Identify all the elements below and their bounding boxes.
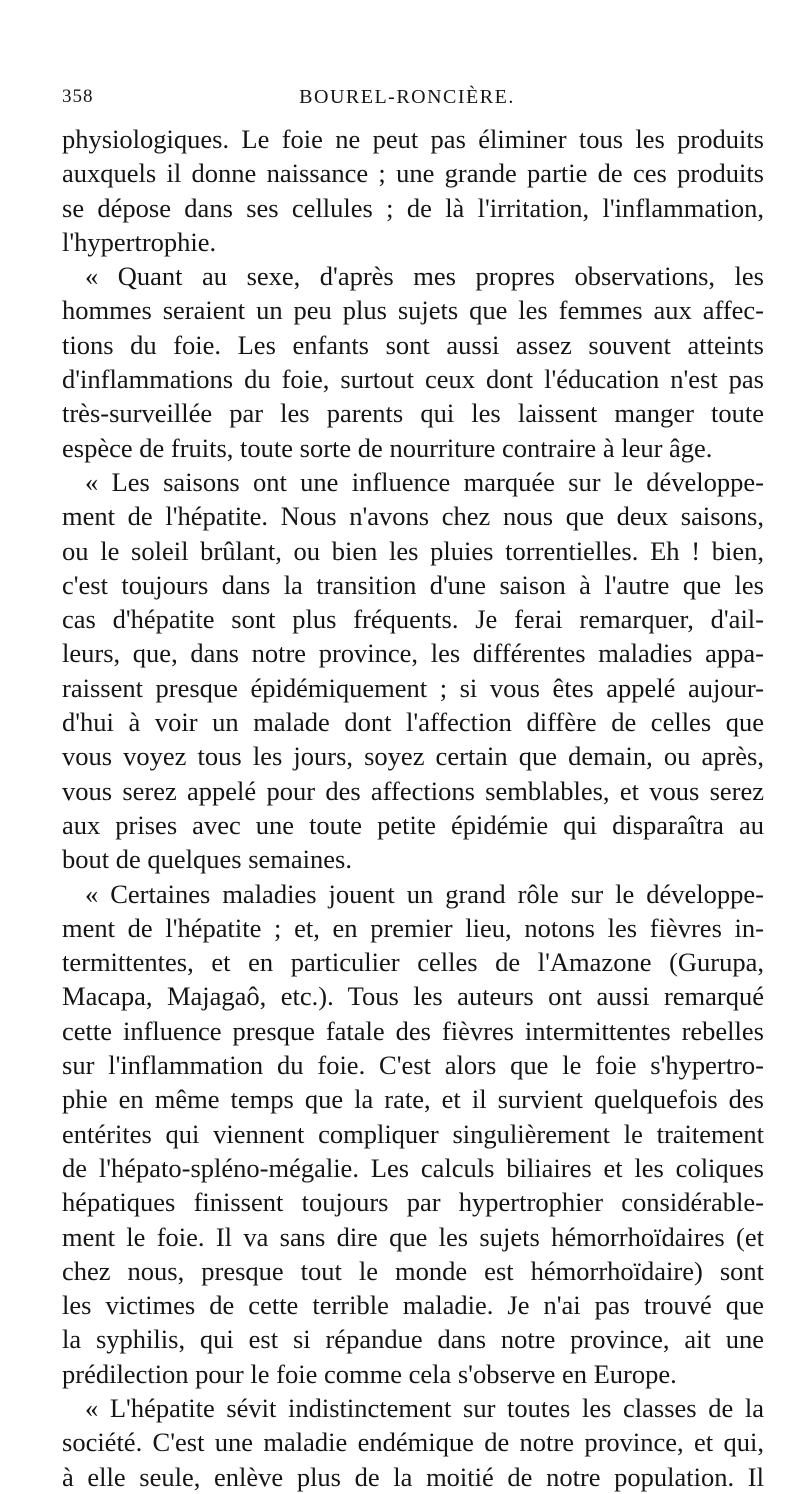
text-line: auxquels il donne naissance ; une grande partie de ces produits xyxy=(62,158,764,189)
text-line: bout de quelques semaines. xyxy=(62,844,352,875)
text-line: phie en même temps que la rate, et il survient quelquefois des xyxy=(62,1084,764,1115)
text-line: ment de l'hépatite ; et, en premier lieu, notons les fièvres in- xyxy=(62,912,764,943)
text-line: les victimes de cette terrible maladie. Je n'ai pas trouvé que xyxy=(62,1290,764,1321)
text-line: chez nous, presque tout le monde est hémorrhoïdaire) sont xyxy=(62,1255,764,1286)
text-line: très-surveillée par les parents qui les laissent manger toute xyxy=(62,398,764,429)
text-line: de l'hépato-spléno-mégalie. Les calculs biliaires et les coliques xyxy=(62,1152,764,1183)
page-number: 358 xyxy=(62,86,94,107)
paragraph-sexe xyxy=(62,259,764,465)
text-line: c'est toujours dans la transition d'une saison à l'autre que les xyxy=(62,569,764,600)
text-line: vous serez appelé pour des affections semblables, et vous serez xyxy=(62,775,764,806)
text-body xyxy=(62,122,764,1494)
text-line: cas d'hépatite sont plus fréquents. Je ferai remarquer, d'ail- xyxy=(62,604,764,635)
text-line: « L'hépatite sévit indistinctement sur toutes les classes de la xyxy=(85,1392,764,1423)
text-line: d'hui à voir un malade dont l'affection diffère de celles que xyxy=(62,707,764,738)
text-line: ment de l'hépatite. Nous n'avons chez nous que deux saisons, xyxy=(62,501,764,532)
paragraph-continuation xyxy=(62,122,764,259)
text-line: « Certaines maladies jouent un grand rôle sur le développe- xyxy=(85,878,764,909)
page-header xyxy=(62,86,752,116)
text-line: prédilection pour le foie comme cela s'observe en Europe. xyxy=(62,1358,677,1389)
text-line: d'inflammations du foie, surtout ceux dont l'éducation n'est pas xyxy=(62,364,764,395)
text-line: société. C'est une maladie endémique de notre province, et qui, xyxy=(62,1427,764,1458)
text-line: se dépose dans ses cellules ; de là l'irritation, l'inflammation, xyxy=(62,192,764,223)
text-line: espèce de fruits, toute sorte de nourriture contraire à leur âge. xyxy=(62,432,713,463)
text-line: raissent presque épidémiquement ; si vous êtes appelé aujour- xyxy=(62,672,764,703)
text-line: cette influence presque fatale des fièvres intermittentes rebelles xyxy=(62,1015,764,1046)
text-line: tions du foie. Les enfants sont aussi assez souvent atteints xyxy=(62,329,764,360)
text-line: sur l'inflammation du foie. C'est alors que le foie s'hypertro- xyxy=(62,1050,764,1081)
text-line: aux prises avec une toute petite épidémie qui disparaîtra au xyxy=(62,809,764,840)
text-line: à elle seule, enlève plus de la moitié de notre population. Il xyxy=(62,1461,764,1492)
text-line: leurs, que, dans notre province, les différentes maladies appa- xyxy=(62,638,764,669)
text-line: physiologiques. Le foie ne peut pas éliminer tous les produits xyxy=(62,124,764,154)
text-line: termittentes, et en particulier celles de l'Amazone (Gurupa, xyxy=(62,947,764,978)
text-line: Macapa, Majagaô, etc.). Tous les auteurs ont aussi remarqué xyxy=(62,981,764,1012)
text-line: « Les saisons ont une influence marquée sur le développe- xyxy=(85,466,764,497)
paragraph-saisons xyxy=(62,465,764,877)
text-line: la syphilis, qui est si répandue dans notre province, ait une xyxy=(62,1324,764,1355)
text-line: hommes seraient un peu plus sujets que les femmes aux affec- xyxy=(62,295,764,326)
text-line: ment le foie. Il va sans dire que les sujets hémorrhoïdaires (et xyxy=(62,1221,764,1252)
text-line: hépatiques finissent toujours par hypertrophier considérable- xyxy=(62,1187,764,1218)
running-head: BOUREL-RONCIÈRE. xyxy=(299,86,515,108)
paragraph-hepatite xyxy=(62,1391,764,1494)
text-line: l'hypertrophie. xyxy=(62,226,217,257)
paragraph-maladies xyxy=(62,877,764,1391)
text-line: « Quant au sexe, d'après mes propres observations, les xyxy=(85,261,764,292)
text-line: entérites qui viennent compliquer singulièrement le traitement xyxy=(62,1118,764,1149)
text-line: vous voyez tous les jours, soyez certain que demain, ou après, xyxy=(62,741,764,772)
text-line: ou le soleil brûlant, ou bien les pluies torrentielles. Eh ! bien, xyxy=(62,535,764,566)
